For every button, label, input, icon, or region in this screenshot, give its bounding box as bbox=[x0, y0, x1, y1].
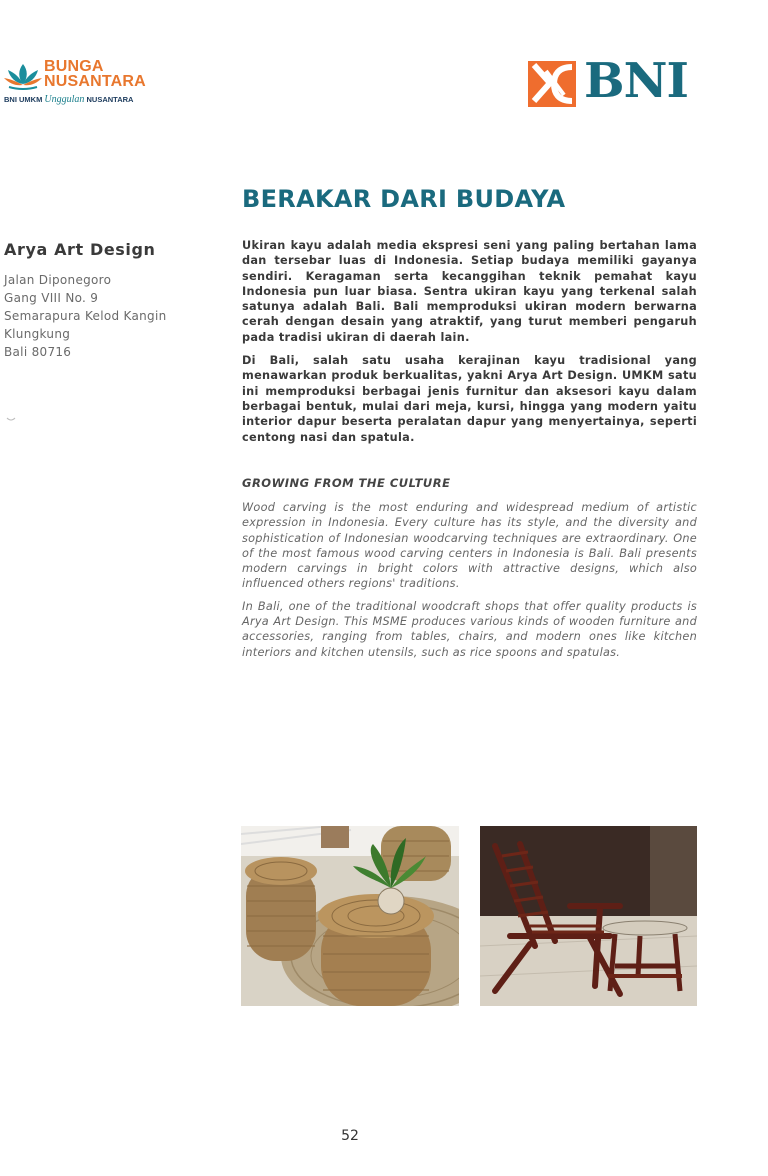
english-body bbox=[242, 500, 697, 667]
english-heading: GROWING FROM THE CULTURE bbox=[242, 476, 451, 490]
address-line: Klungkung bbox=[4, 327, 71, 341]
bni-logo bbox=[528, 53, 700, 109]
decorative-dot-icon bbox=[6, 416, 16, 422]
logo-tagline bbox=[4, 94, 133, 105]
page-number: 52 bbox=[341, 1128, 359, 1144]
product-photo-woven-poufs bbox=[241, 826, 459, 1006]
logo-tagline-suffix: NUSANTARA bbox=[86, 95, 134, 104]
logo-tagline-prefix: BNI UMKM bbox=[4, 95, 43, 104]
address-line: Bali 80716 bbox=[4, 345, 72, 359]
bunga-nusantara-logo bbox=[4, 58, 164, 108]
company-address bbox=[4, 271, 167, 361]
body-paragraph: In Bali, one of the traditional woodcraft shops that offer quality products is Arya Art Design. This MSME produces various kinds of wooden furniture and accessories, ranging from tables, chairs, and modern ones like kitchen interiors and kitchen utensils, such as rice spoons and spatulas. bbox=[242, 599, 697, 659]
product-photo-wooden-chair bbox=[480, 826, 697, 1006]
page-title: BERAKAR DARI BUDAYA bbox=[242, 185, 566, 213]
body-paragraph: Di Bali, salah satu usaha kerajinan kayu tradisional yang menawarkan produk berkualitas, yakni Arya Art Design. UMKM satu ini memproduksi berbagai jenis furnitur dan aksesori kayu dalam berbagai bentuk, mulai dari meja, kursi, hingga yang modern yaitu interior dapur beserta peralatan dapur yang menyertainya, seperti centong nasi dan spatula. bbox=[242, 354, 697, 444]
lotus-icon bbox=[4, 60, 42, 90]
bni-wordmark: BNI bbox=[584, 53, 688, 109]
address-line: Semarapura Kelod Kangin bbox=[4, 309, 167, 323]
body-paragraph: Ukiran kayu adalah media ekspresi seni yang paling bertahan lama dan tersebar luas di Indonesia. Setiap budaya memiliki gayanya sendiri. Keragaman serta kecanggihan teknik pemahat kayu Indonesia pun luar biasa. Sentra ukiran kayu yang terkenal salah satunya adalah Bali. Bali memproduksi ukiran modern berwarna cerah dengan desain yang atraktif, yang turut memberi pengaruh pada tradisi ukiran di daerah lain. bbox=[242, 239, 697, 344]
logo-tagline-italic: Unggulan bbox=[44, 94, 85, 105]
logo-line-nusantara: NUSANTARA bbox=[44, 73, 146, 90]
body-paragraph: Wood carving is the most enduring and widespread medium of artistic expression in Indonesia. Every culture has its style, and the diversity and sophistication of Indonesian woodcarving techniques are extraordinary. One of the most famous wood carving centers in Indonesia is Bali. Bali presents modern carvings in bright colors with attractive designs, which also influenced others regions' traditions. bbox=[242, 501, 697, 591]
address-line: Jalan Diponegoro bbox=[4, 273, 112, 287]
indonesian-body bbox=[242, 238, 697, 453]
address-line: Gang VIII No. 9 bbox=[4, 291, 99, 305]
company-name: Arya Art Design bbox=[4, 240, 156, 259]
logo-line-bunga: BUNGA bbox=[44, 58, 104, 75]
bni-mark-icon bbox=[528, 61, 576, 107]
